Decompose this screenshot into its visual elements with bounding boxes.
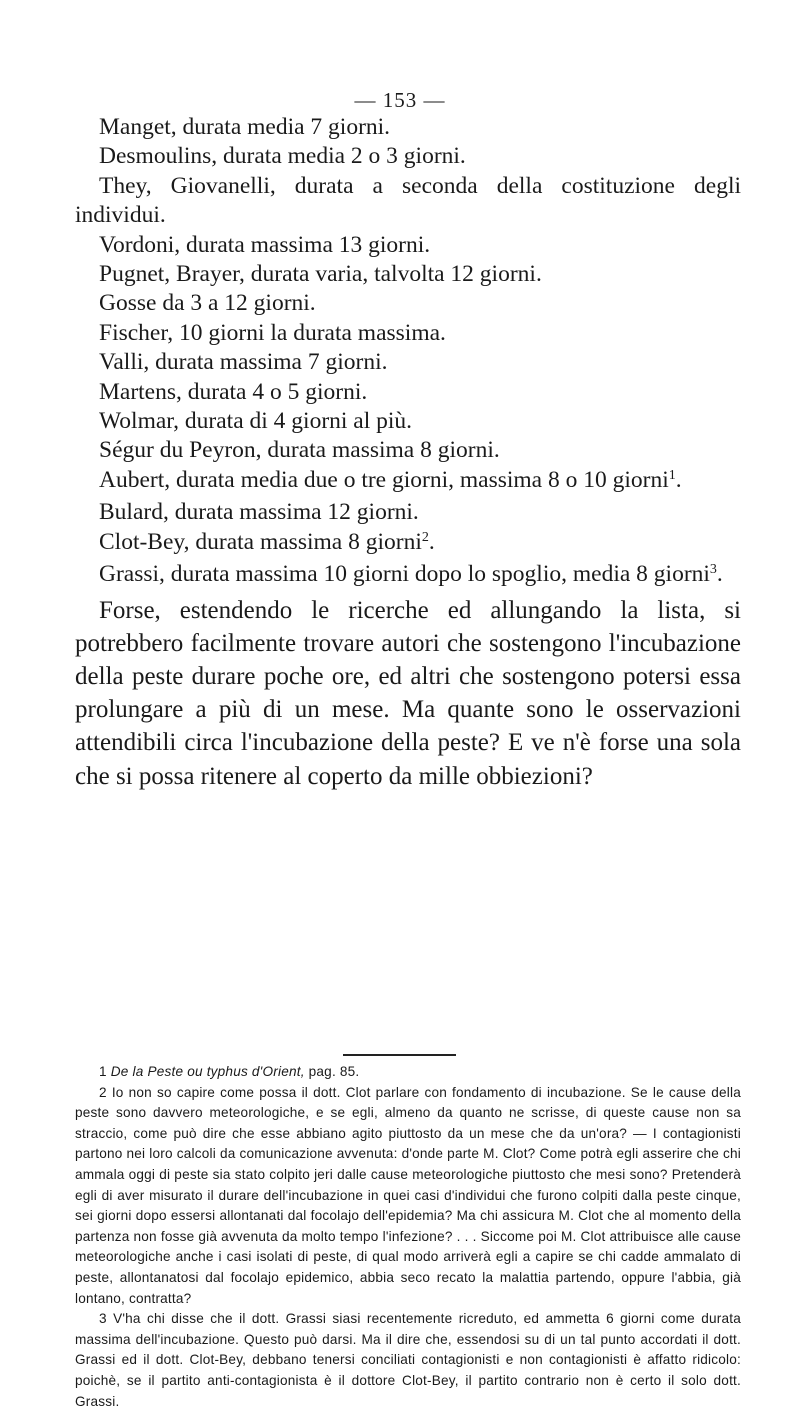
footnote-ref: 2 xyxy=(421,529,429,545)
footnote: 2 Io non so capire come possa il dott. Clot parlare con fondamento di incubazione. Se le cause della peste sono davvero meteorologiche, e se egli, almeno da quanto ne scrisse, di queste cause non sa straccio, come può dire che esse abbiano agito piuttosto da un mese che da un'ora? — I contagionisti partono nei loro calcoli da comunicazione avvenuta: d'onde parte M. Clot? Come potrà egli asserire che chi ammala oggi di peste sia stato colpito jeri dalle cause meteorologiche piuttosto che mesi sono? Pretenderà egli di aver misurato il durare dell'incubazione in quei casi d'individui che furono colpiti dalla peste cinque, sei giorni dopo essersi allontanati dal focolajo dell'epidemia? Ma chi assicura M. Clot che al momento della partenza non fosse già avvenuta da molto tempo l'infezione? . . . Siccome poi M. Clot attribuisce alle cause meteorologiche anche i casi isolati di peste, di qual modo arriverà egli a capire se chi cadde ammalato di peste, allontanatosi dal focolajo epidemico, abbia seco recato la malattia partendo, oppure l'abbia, già lontano, contratta? xyxy=(75,1084,741,1306)
list-item: Clot-Bey, durata massima 8 giorni$^2$. xyxy=(99,528,435,555)
footnote-ref: 1 xyxy=(668,467,676,483)
footnote xyxy=(75,1062,741,1083)
list-item: Grassi, durata massima 10 giorni dopo lo spoglio, media 8 giorni$^3$. xyxy=(99,561,723,588)
list-item: Ségur du Peyron, durata massima 8 giorni. xyxy=(99,437,500,464)
closing-paragraph: Forse, estendendo le ricerche ed allungando la lista, si potrebbero facilmente trovare autori che sostengono l'incubazione della peste durare poche ore, ed altri che sostengono potersi essa prolungare a più di un mese. Ma quante sono le osservazioni attendibili circa l'incubazione della peste? E ve n'è forse una sola che si possa ritenere al coperto da mille obbiezioni? xyxy=(75,596,741,790)
list-item: Desmoulins, durata media 2 o 3 giorni. xyxy=(99,143,466,170)
footnote: 3 V'ha chi disse che il dott. Grassi siasi recentemente ricreduto, ed ammetta 6 giorni come durata massima dell'incubazione. Questo può darsi. Ma il dire che, essendosi su di un tal punto accordati il dott. Grassi ed il dott. Clot-Bey, debbano tenersi conciliati contagionisti e non contagionisti è affatto ridicolo: poichè, se il partito anti-contagionista è il dottore Clot-Bey, il partito contrario non è certo il solo dott. Grassi. xyxy=(75,1311,741,1409)
list-item: Aubert, durata media due o tre giorni, massima 8 o 10 giorni$^1$. xyxy=(99,466,682,493)
footnotes xyxy=(75,1062,741,1412)
main-text xyxy=(75,113,741,793)
entry-text: Clot-Bey, durata massima 8 giorni xyxy=(99,528,422,555)
list-item: Gosse da 3 a 12 giorni. xyxy=(99,290,316,317)
cited-title: De la Peste ou typhus d'Orient, xyxy=(110,1064,305,1079)
footnote-ref: 3 xyxy=(709,562,717,578)
page-number: — 153 — xyxy=(354,88,446,112)
footnote-divider xyxy=(343,1054,456,1056)
list-item: Vordoni, durata massima 13 giorni. xyxy=(99,231,431,258)
footnote-text: pag. 85. xyxy=(304,1064,360,1079)
list-item: Bulard, durata massima 12 giorni. xyxy=(99,499,419,526)
list-item: Wolmar, durata di 4 giorni al più. xyxy=(99,408,413,435)
entry-text: Aubert, durata media due o tre giorni, massima 8 o 10 giorni xyxy=(99,466,669,493)
list-item: Martens, durata 4 o 5 giorni. xyxy=(99,378,368,405)
list-item: Valli, durata massima 7 giorni. xyxy=(99,349,388,376)
list-item: Manget, durata media 7 giorni. xyxy=(99,114,391,140)
list-item: They, Giovanelli, durata a seconda della costituzione degli individui. xyxy=(75,172,741,229)
footnote-number: 1 xyxy=(99,1064,107,1079)
list-item: Fischer, 10 giorni la durata massima. xyxy=(99,319,446,346)
list-item: Pugnet, Brayer, durata varia, talvolta 12 giorni. xyxy=(99,261,542,288)
entry-text: Grassi, durata massima 10 giorni dopo lo spoglio, media 8 giorni xyxy=(99,561,710,588)
